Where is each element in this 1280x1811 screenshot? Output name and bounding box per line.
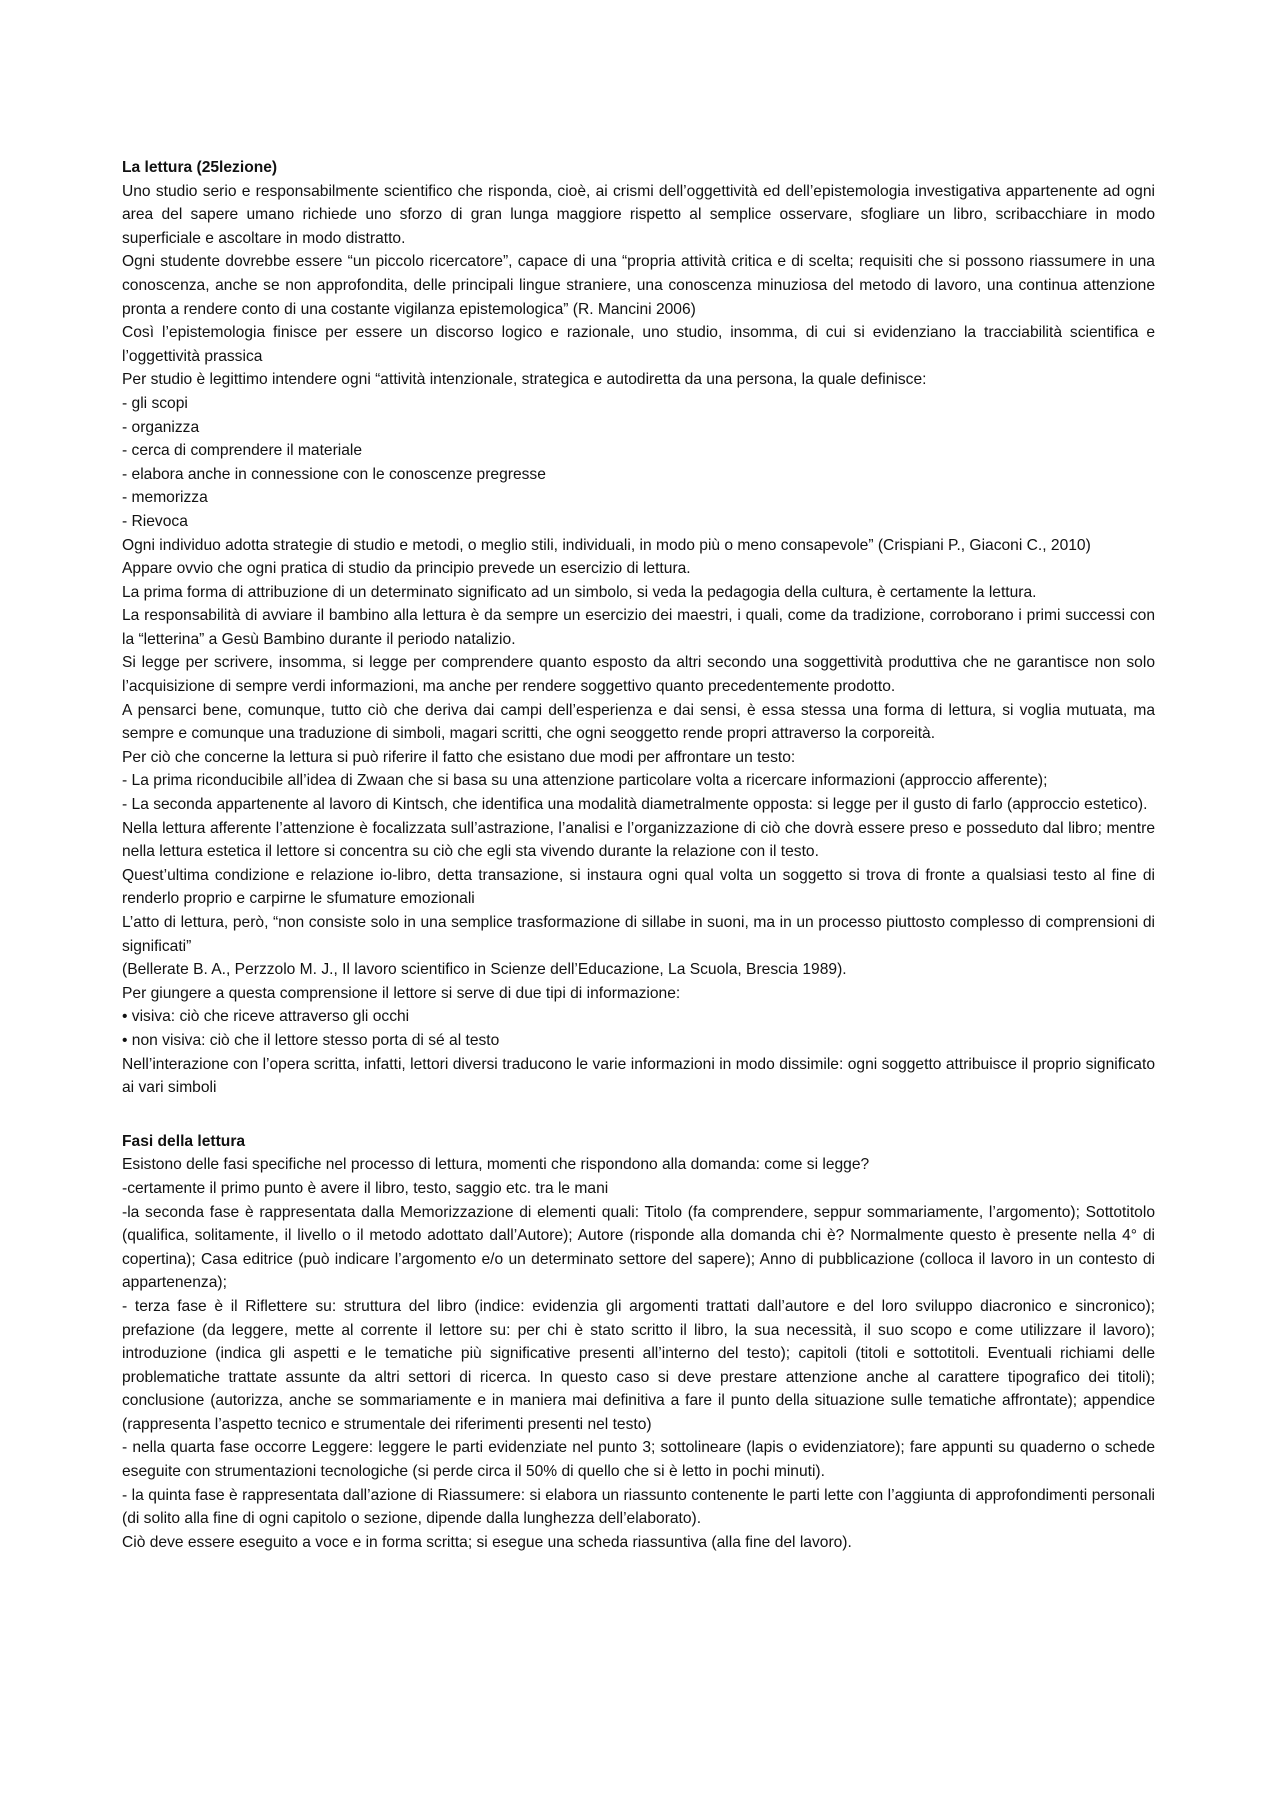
paragraph: - La prima riconducibile all’idea di Zwaan che si basa su una attenzione particolare volta a ricercare informazioni (approccio afferente); bbox=[122, 772, 1048, 790]
paragraph: Per ciò che concerne la lettura si può riferire il fatto che esistano due modi per affrontare un testo: bbox=[122, 748, 796, 766]
paragraph: Per studio è legittimo intendere ogni “attività intenzionale, strategica e autodiretta da una persona, la quale definisce: bbox=[122, 371, 927, 389]
paragraph: Appare ovvio che ogni pratica di studio da principio prevede un esercizio di lettura. bbox=[122, 560, 691, 578]
section-spacer bbox=[122, 1100, 1155, 1130]
paragraph: Ogni studente dovrebbe essere “un piccolo ricercatore”, capace di una “propria attività critica e di scelta; requisiti che si possono riassumere in una conoscenza, anche se non approfondita, delle principali lingue straniere, una conoscenza minuziosa del metodo di lavoro, una continua attenzione pronta a rendere conto di una costante vigilanza epistemologica” (R. Mancini 2006) bbox=[122, 253, 1155, 318]
document-page bbox=[122, 156, 1155, 1554]
paragraph: Ciò deve essere eseguito a voce e in forma scritta; si esegue una scheda riassuntiva (alla fine del lavoro). bbox=[122, 1533, 852, 1551]
paragraph: - la quinta fase è rappresentata dall’azione di Riassumere: si elabora un riassunto contenente le parti lette con l’aggiunta di approfondimenti personali (di solito alla fine di ogni capitolo o sezione, dipende dalla lunghezza dell’elaborato). bbox=[122, 1486, 1155, 1528]
paragraph: Nell’interazione con l’opera scritta, infatti, lettori diversi traducono le varie informazioni in modo dissimile: ogni soggetto attribuisce il proprio significato ai vari simboli bbox=[122, 1055, 1155, 1097]
bullet-item: • non visiva: ciò che il lettore stesso porta di sé al testo bbox=[122, 1031, 500, 1049]
paragraph: Ogni individuo adotta strategie di studio e metodi, o meglio stili, individuali, in modo più o meno consapevole” (Crispiani P., Giaconi C., 2010) bbox=[122, 536, 1091, 554]
paragraph: Si legge per scrivere, insomma, si legge per comprendere quanto esposto da altri secondo una soggettività produttiva che ne garantisce non solo l’acquisizione di sempre verdi informazioni, ma anche per rendere soggettivo quanto precedentemente prodotto. bbox=[122, 654, 1155, 696]
paragraph: A pensarci bene, comunque, tutto ciò che deriva dai campi dell’esperienza e dai sensi, è essa stessa una forma di lettura, si voglia mutuata, ma sempre e comunque una traduzione di simboli, magari scritti, che ogni seoggetto rende propri attraverso la corporeità. bbox=[122, 701, 1155, 743]
paragraph: Per giungere a questa comprensione il lettore si serve di due tipi di informazione: bbox=[122, 984, 681, 1002]
list-item: - organizza bbox=[122, 418, 200, 436]
paragraph: Uno studio serio e responsabilmente scientifico che risponda, cioè, ai crismi dell’oggettività ed dell’epistemologia investigativa appartenente ad ogni area del sapere umano richiede uno sforzo di gran lunga maggiore rispetto al semplice osservare, sfogliare un libro, scribacchiare in modo superficiale e ascoltare in modo distratto. bbox=[122, 182, 1155, 247]
list-item: - cerca di comprendere il materiale bbox=[122, 442, 363, 460]
paragraph: -certamente il primo punto è avere il libro, testo, saggio etc. tra le mani bbox=[122, 1179, 609, 1197]
study-activities-list bbox=[122, 392, 1155, 534]
paragraph: Nella lettura afferente l’attenzione è focalizzata sull’astrazione, l’analisi e l’organizzazione di ciò che dovrà essere preso e posseduto dal libro; mentre nella lettura estetica il lettore si concentra su ciò che egli sta vivendo durante la relazione con il testo. bbox=[122, 819, 1155, 861]
list-item: - Rievoca bbox=[122, 512, 188, 530]
section-title-la-lettura: La lettura (25lezione) bbox=[122, 159, 278, 176]
paragraph: Esistono delle fasi specifiche nel processo di lettura, momenti che rispondono alla domanda: come si legge? bbox=[122, 1156, 870, 1174]
paragraph: - La seconda appartenente al lavoro di Kintsch, che identifica una modalità diametralmente opposta: si legge per il gusto di farlo (approccio estetico). bbox=[122, 796, 1148, 814]
paragraph: -la seconda fase è rappresentata dalla Memorizzazione di elementi quali: Titolo (fa comprendere, seppur sommariamente, l’argomento); Sottotitolo (qualifica, solitamente, il livello o il metodo adottato dall’Autore); Autore (risponde alla domanda chi è? Normalmente questo è presente nella 4° di copertina); Casa editrice (può indicare l’argomento e/o un determinato settore del sapere); Anno di pubblicazione (colloca il lavoro in un contesto di appartenenza); bbox=[122, 1203, 1155, 1292]
paragraph: La prima forma di attribuzione di un determinato significato ad un simbolo, si veda la pedagogia della cultura, è certamente la lettura. bbox=[122, 583, 1037, 601]
paragraph: Così l’epistemologia finisce per essere un discorso logico e razionale, uno studio, insomma, di cui si evidenziano la tracciabilità scientifica e l’oggettività prassica bbox=[122, 324, 1155, 365]
list-item: - memorizza bbox=[122, 489, 208, 507]
list-item: - elabora anche in connessione con le conoscenze pregresse bbox=[122, 465, 546, 483]
paragraph: La responsabilità di avviare il bambino alla lettura è da sempre un esercizio dei maestri, i quali, come da tradizione, corroborano i primi successi con la “letterina” a Gesù Bambino durante il periodo natalizio. bbox=[122, 607, 1155, 648]
list-item: - gli scopi bbox=[122, 394, 188, 412]
citation: (Bellerate B. A., Perzzolo M. J., Il lavoro scientifico in Scienze dell’Educazione, La Scuola, Brescia 1989). bbox=[122, 961, 847, 979]
section-title-fasi-della-lettura: Fasi della lettura bbox=[122, 1132, 246, 1150]
paragraph: - nella quarta fase occorre Leggere: leggere le parti evidenziate nel punto 3; sottolineare (lapis o evidenziatore); fare appunti su quaderno o schede eseguite con strumentazioni tecnologiche (si perde circa il 50% di quello che si è letto in pochi minuti). bbox=[122, 1439, 1155, 1481]
bullet-item: • visiva: ciò che riceve attraverso gli occhi bbox=[122, 1008, 410, 1026]
paragraph: L’atto di lettura, però, “non consiste solo in una semplice trasformazione di sillabe in suoni, ma in un processo piuttosto complesso di comprensioni di significati” bbox=[122, 914, 1155, 955]
paragraph: Quest’ultima condizione e relazione io-libro, detta transazione, si instaura ogni qual volta un soggetto si trova di fronte a qualsiasi testo al fine di renderlo proprio e carpirne le sfumature emozionali bbox=[122, 866, 1155, 908]
paragraph: - terza fase è il Riflettere su: struttura del libro (indice: evidenzia gli argomenti trattati dall’autore e del loro sviluppo diacronico e sincronico); prefazione (da leggere, mette al corrente il lettore su: per chi è stato scritto il libro, la sua necessità, il suo scopo e come utilizzare il lavoro); introduzione (indica gli aspetti e le tematiche più significative presenti all’interno del testo); capitoli (titoli e sottotitoli. Eventuali richiami delle problematiche trattate assunte da altri settori di ricerca. In questo caso si deve prestare attenzione anche al carattere tipografico dei titoli); conclusione (autorizza, anche se sommariamente e in maniera mai definitiva a fare il punto della situazione sulle tematiche affrontate); appendice (rappresenta l’aspetto tecnico e strumentale dei riferimenti presenti nel testo) bbox=[122, 1297, 1155, 1433]
